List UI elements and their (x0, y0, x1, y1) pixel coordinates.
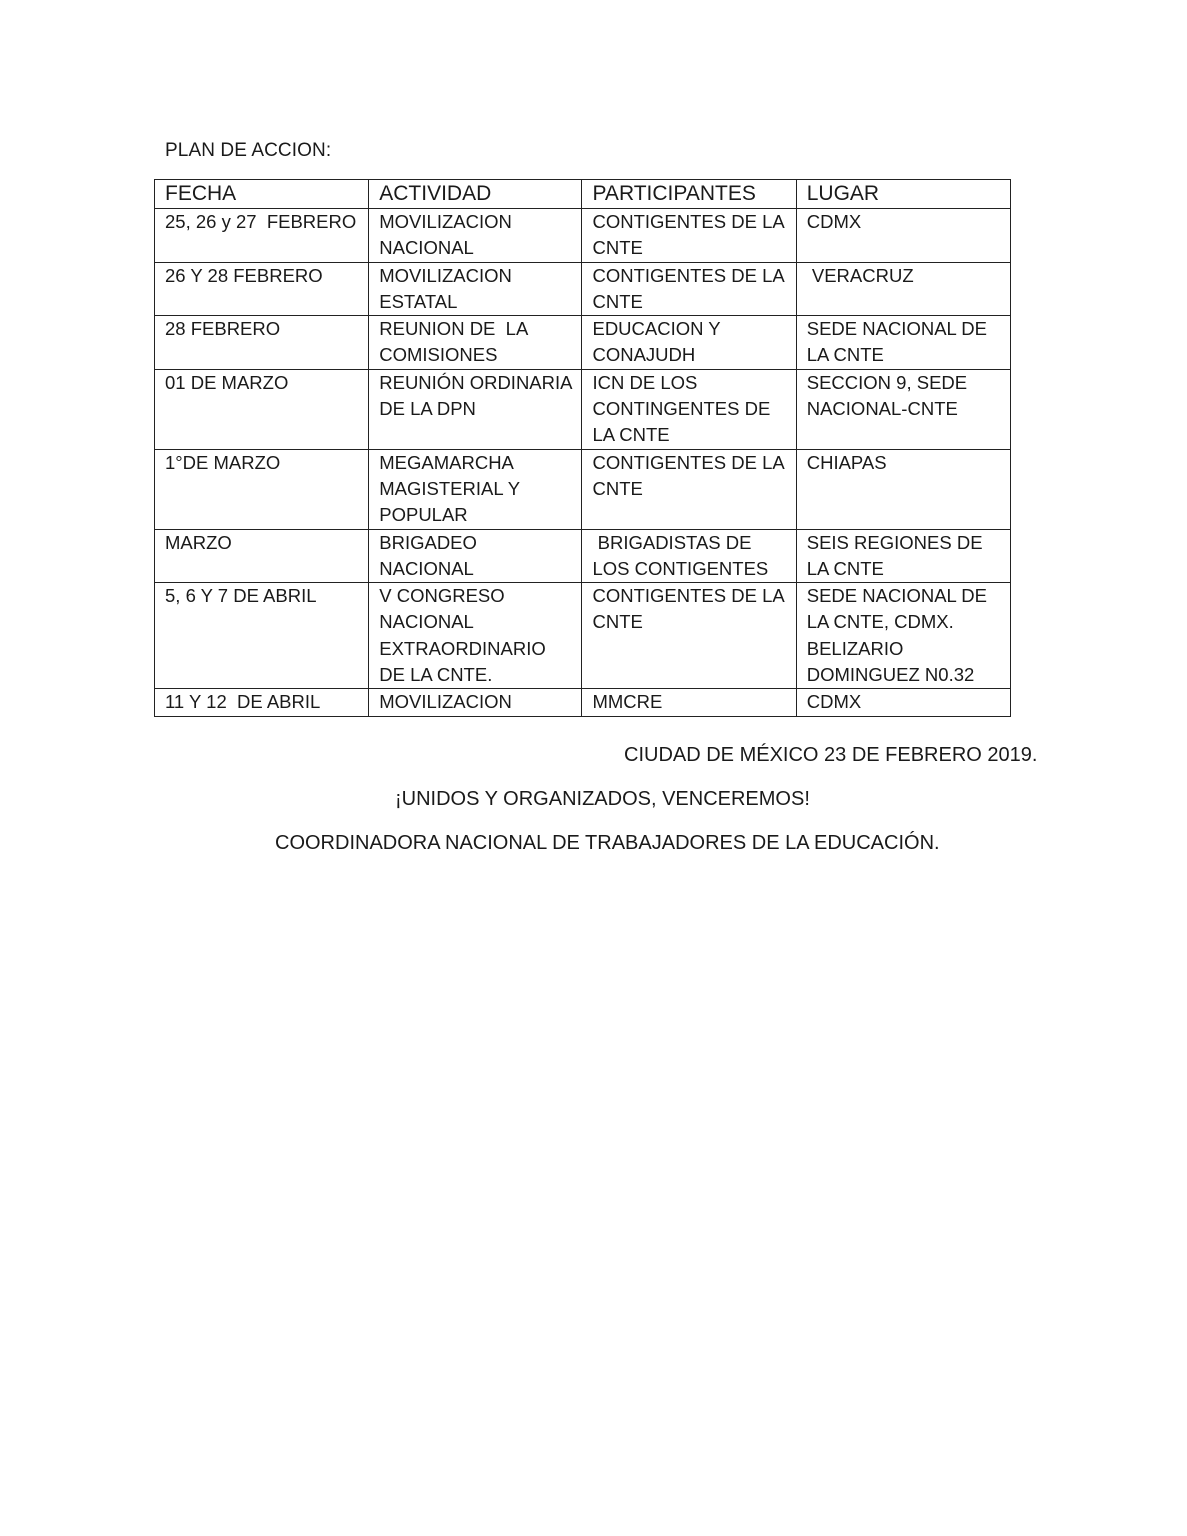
cell-fecha: 1°DE MARZO (155, 449, 369, 529)
table-row (155, 209, 1011, 263)
table-row (155, 529, 1011, 583)
cell-actividad: V CONGRESO NACIONAL EXTRAORDINARIO DE LA CNTE. (369, 583, 582, 689)
header-actividad: ACTIVIDAD (369, 180, 582, 209)
cell-fecha: 25, 26 y 27 FEBRERO (155, 209, 369, 263)
action-plan-table (154, 179, 1011, 717)
cell-lugar: CDMX (796, 689, 1010, 716)
table-header-row (155, 180, 1011, 209)
cell-participantes: CONTIGENTES DE LA CNTE (582, 449, 796, 529)
cell-fecha: 11 Y 12 DE ABRIL (155, 689, 369, 716)
cell-actividad: MEGAMARCHA MAGISTERIAL Y POPULAR (369, 449, 582, 529)
cell-lugar: CDMX (796, 209, 1010, 263)
cell-participantes: BRIGADISTAS DE LOS CONTIGENTES (582, 529, 796, 583)
cell-actividad: REUNION DE LA COMISIONES (369, 316, 582, 370)
cell-fecha: 26 Y 28 FEBRERO (155, 262, 369, 316)
cell-participantes: CONTIGENTES DE LA CNTE (582, 583, 796, 689)
cell-lugar: VERACRUZ (796, 262, 1010, 316)
date-line: CIUDAD DE MÉXICO 23 DE FEBRERO 2019. (624, 744, 1038, 766)
cell-actividad: MOVILIZACION (369, 689, 582, 716)
cell-lugar: SEIS REGIONES DE LA CNTE (796, 529, 1010, 583)
table-row (155, 369, 1011, 449)
table-row (155, 583, 1011, 689)
table-row (155, 449, 1011, 529)
cell-participantes: MMCRE (582, 689, 796, 716)
cell-lugar: SEDE NACIONAL DE LA CNTE (796, 316, 1010, 370)
cell-participantes: ICN DE LOS CONTINGENTES DE LA CNTE (582, 369, 796, 449)
cell-lugar: SEDE NACIONAL DE LA CNTE, CDMX. BELIZARIO DOMINGUEZ N0.32 (796, 583, 1010, 689)
cell-actividad: MOVILIZACION NACIONAL (369, 209, 582, 263)
header-fecha: FECHA (155, 180, 369, 209)
cell-lugar: SECCION 9, SEDE NACIONAL-CNTE (796, 369, 1010, 449)
cell-fecha: 01 DE MARZO (155, 369, 369, 449)
cell-participantes: CONTIGENTES DE LA CNTE (582, 209, 796, 263)
cell-actividad: REUNIÓN ORDINARIA DE LA DPN (369, 369, 582, 449)
cell-fecha: 5, 6 Y 7 DE ABRIL (155, 583, 369, 689)
cell-fecha: 28 FEBRERO (155, 316, 369, 370)
header-participantes: PARTICIPANTES (582, 180, 796, 209)
plan-heading: PLAN DE ACCION: (165, 140, 332, 161)
table-row (155, 262, 1011, 316)
header-lugar: LUGAR (796, 180, 1010, 209)
cell-lugar: CHIAPAS (796, 449, 1010, 529)
cell-participantes: EDUCACION Y CONAJUDH (582, 316, 796, 370)
cell-fecha: MARZO (155, 529, 369, 583)
organization-name: COORDINADORA NACIONAL DE TRABAJADORES DE LA EDUCACIÓN. (275, 832, 940, 854)
cell-actividad: BRIGADEO NACIONAL (369, 529, 582, 583)
cell-actividad: MOVILIZACION ESTATAL (369, 262, 582, 316)
slogan: ¡UNIDOS Y ORGANIZADOS, VENCEREMOS! (395, 788, 810, 810)
table-row (155, 316, 1011, 370)
cell-participantes: CONTIGENTES DE LA CNTE (582, 262, 796, 316)
table-row (155, 689, 1011, 716)
